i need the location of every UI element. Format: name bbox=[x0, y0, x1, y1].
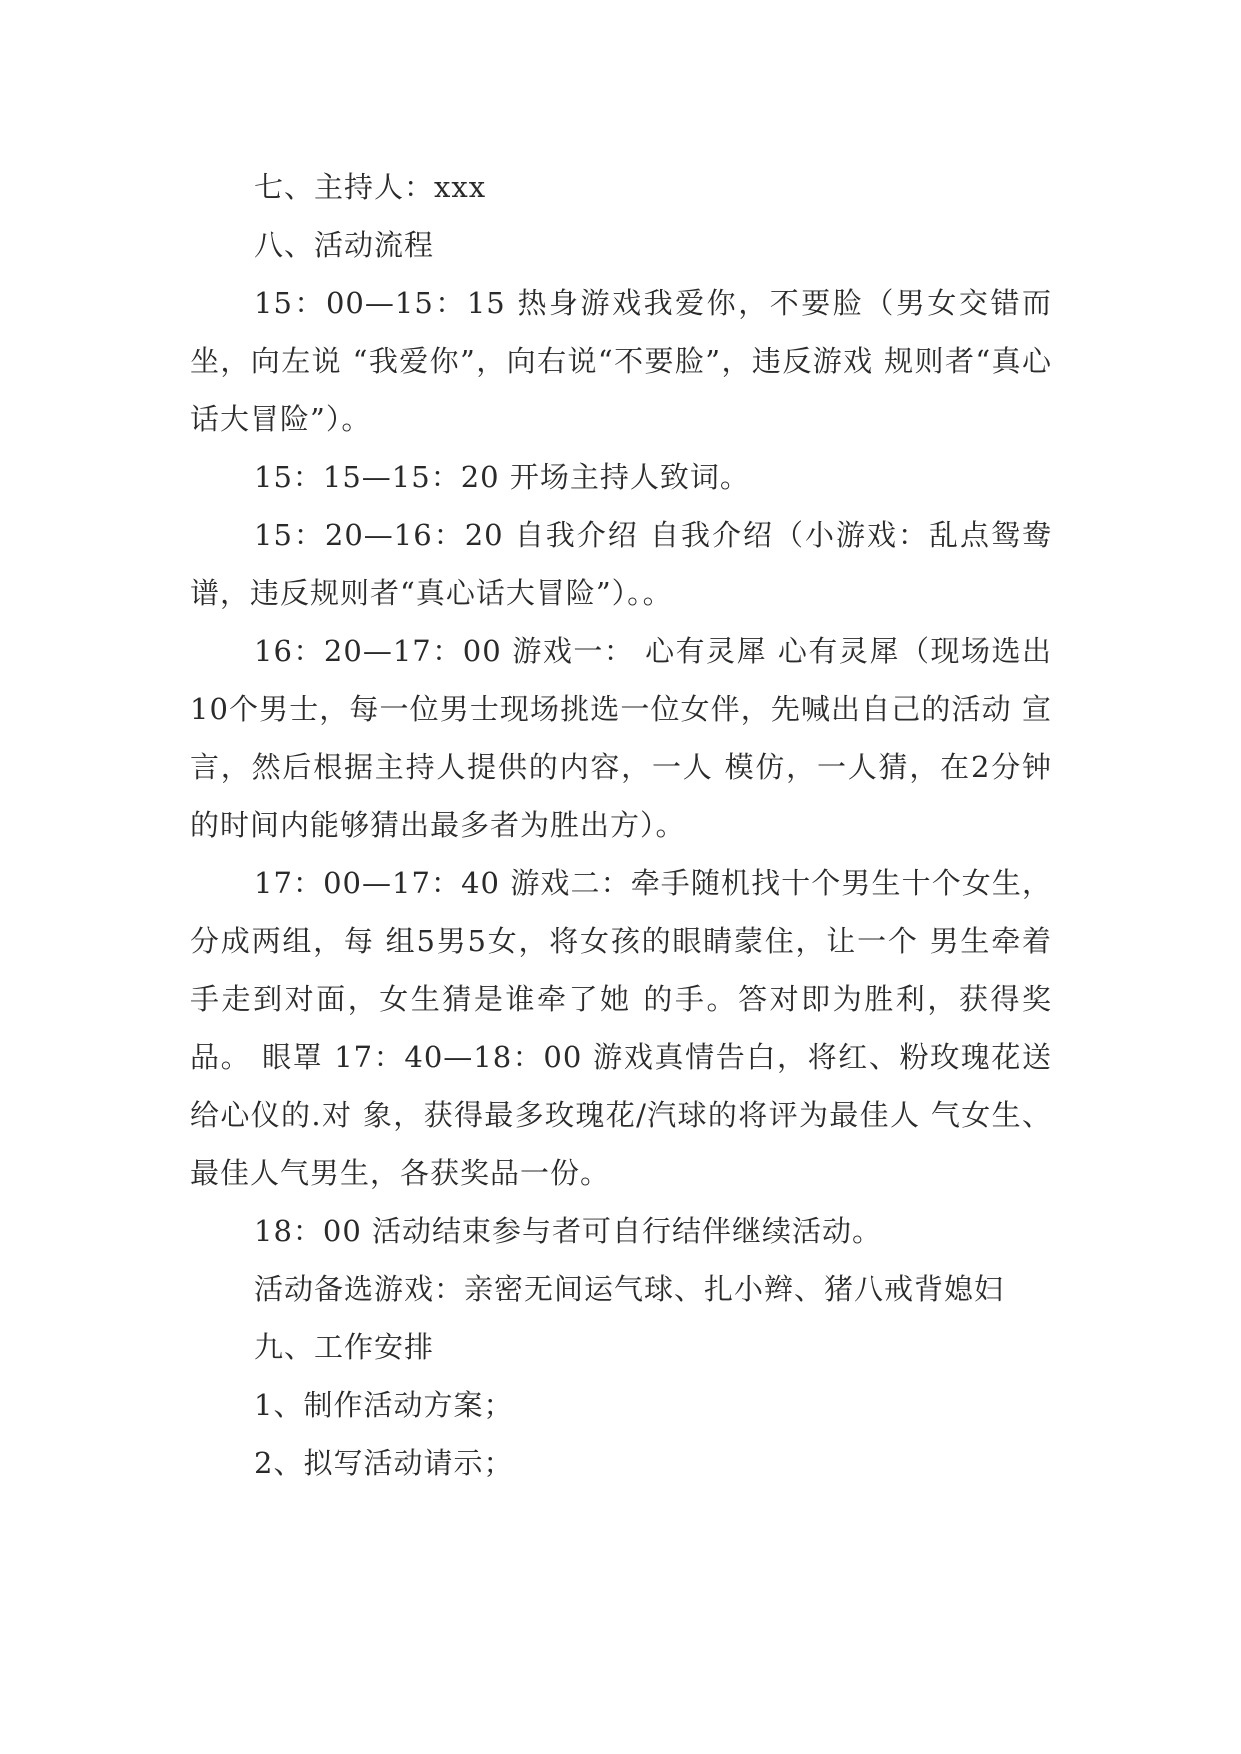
work-item-request: 2、拟写活动请示； bbox=[254, 1446, 514, 1480]
schedule-item-introduction: 15：20—16：20 自我介绍 自我介绍（小游戏：乱点鸳鸯谱，违反规则者“真心话大冒险”）。。 bbox=[190, 518, 1052, 610]
document-body bbox=[190, 158, 1052, 1492]
section-heading-activity-flow: 八、活动流程 bbox=[254, 228, 435, 262]
schedule-item-opening: 15：15—15：20 开场主持人致词。 bbox=[254, 460, 750, 494]
alternate-games: 活动备选游戏：亲密无间运气球、扎小辫、猪八戒背媳妇 bbox=[254, 1272, 1005, 1306]
section-heading-work-arrangement: 九、工作安排 bbox=[254, 1330, 435, 1364]
schedule-item-game-one: 16：20—17：00 游戏一： 心有灵犀 心有灵犀（现场选出10个男士，每一位男士现场挑选一位女伴，先喊出自己的活动 宣言，然后根据主持人提供的内容，一人 模仿，一人猜，在2分钟的时间内能够猜出最多者为胜出方）。 bbox=[190, 634, 1052, 842]
schedule-item-end: 18：00 活动结束参与者可自行结伴继续活动。 bbox=[254, 1214, 883, 1248]
schedule-item-warmup: 15：00—15：15 热身游戏我爱你，不要脸（男女交错而坐，向左说 “我爱你”，向右说“不要脸”，违反游戏 规则者“真心话大冒险”）。 bbox=[190, 286, 1052, 436]
schedule-item-game-two: 17：00—17：40 游戏二：牵手随机找十个男生十个女生，分成两组，每 组5男5女，将女孩的眼睛蒙住，让一个 男生牵着手走到对面，女生猜是谁牵了她 的手。答对即为胜利，获得奖品。 眼罩 17：40—18：00 游戏真情告白，将红、粉玫瑰花送给心仪的.对 象，获得最多玫瑰花/汽球的将评为最佳人 气女生、最佳人气男生，各获奖品一份。 bbox=[190, 866, 1052, 1190]
work-item-plan: 1、制作活动方案； bbox=[254, 1388, 514, 1422]
section-heading-host: 七、主持人：xxx bbox=[254, 170, 487, 204]
